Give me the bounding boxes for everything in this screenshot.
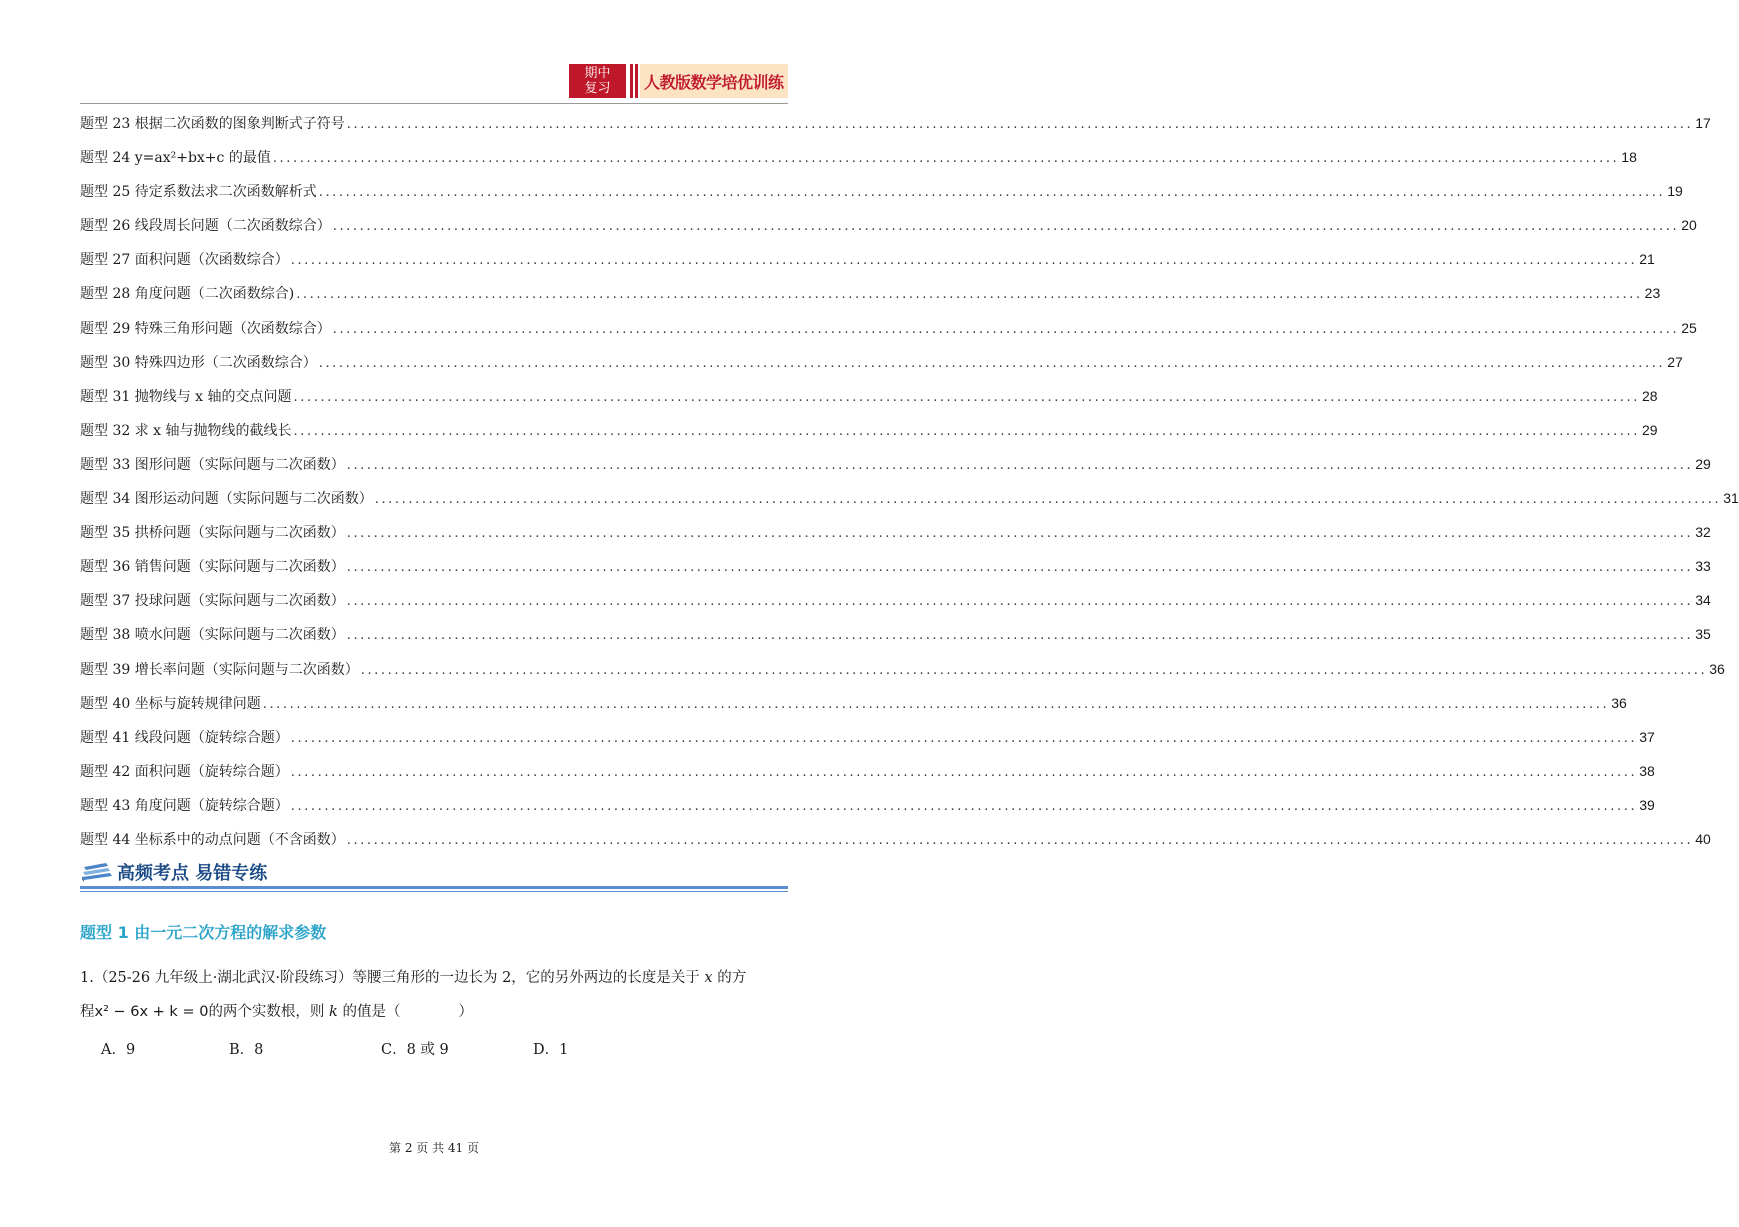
section-heading <box>80 857 788 893</box>
toc-page-number: 36 <box>1709 660 1725 677</box>
question-text-end: 的方 <box>712 970 747 986</box>
toc-entry[interactable] <box>80 555 1711 589</box>
toc-label: 题型 25 待定系数法求二次函数解析式 <box>80 184 317 201</box>
toc-page-number: 38 <box>1639 762 1655 779</box>
toc-label: 题型 40 坐标与旋转规律问题 <box>80 695 261 712</box>
toc-leader-dots: ........................................................................................................................................................................................................ <box>346 457 1694 473</box>
toc-label: 题型 29 特殊三角形问题（次函数综合） <box>80 320 331 337</box>
toc-label: 题型 36 销售问题（实际问题与二次函数） <box>80 559 345 576</box>
toc-page-number: 40 <box>1695 830 1711 847</box>
answer-choices <box>101 1038 701 1060</box>
toc-label: 题型 43 角度问题（旋转综合题） <box>80 797 289 814</box>
books-icon <box>80 861 114 883</box>
toc-label: 题型 24 y=ax²+bx+c 的最值 <box>80 150 271 167</box>
variable-x: x <box>704 970 713 986</box>
section-rule <box>80 886 788 889</box>
toc-label: 题型 44 坐标系中的动点问题（不含函数） <box>80 831 345 848</box>
choice-b[interactable]: B．8 <box>229 1042 264 1058</box>
toc-label: 题型 37 投球问题（实际问题与二次函数） <box>80 593 345 610</box>
toc-label: 题型 31 抛物线与 x 轴的交点问题 <box>80 388 292 405</box>
badge-bars <box>630 64 640 98</box>
toc-leader-dots: ........................................................................................................................................................................................................ <box>318 185 1666 201</box>
question-text: 1.（25-26 九年级上·湖北武汉·阶段练习）等腰三角形的一边长为 2，它的另外两边的长度是关于 <box>80 970 705 986</box>
toc-entry[interactable] <box>80 248 1655 282</box>
toc-page-number: 18 <box>1621 149 1637 166</box>
toc-entry[interactable] <box>80 146 1637 180</box>
section-title: 高频考点 易错专练 <box>117 863 268 884</box>
toc-page-number: 17 <box>1695 115 1711 131</box>
section-rule-thin <box>80 891 788 892</box>
toc-page-number: 34 <box>1695 592 1711 609</box>
toc-leader-dots: ........................................................................................................................................................................................................ <box>262 696 1610 712</box>
question-line-2 <box>80 1001 473 1023</box>
question-type-heading: 题型 1 由一元二次方程的解求参数 <box>80 923 327 942</box>
toc-page-number: 37 <box>1639 728 1655 745</box>
toc-label: 题型 42 面积问题（旋转综合题） <box>80 763 289 780</box>
toc-label: 题型 35 拱桥问题（实际问题与二次函数） <box>80 525 345 542</box>
toc-leader-dots: ........................................................................................................................................................................................................ <box>296 287 1643 303</box>
question-text-start: 程 <box>80 1004 95 1020</box>
toc-entry[interactable] <box>80 453 1711 487</box>
choice-c[interactable]: C．8 或 9 <box>381 1042 449 1058</box>
toc-entry[interactable] <box>80 589 1711 623</box>
toc-leader-dots: ........................................................................................................................................................................................................ <box>290 764 1638 780</box>
toc-leader-dots: ........................................................................................................................................................................................................ <box>290 798 1638 814</box>
toc-label: 题型 27 面积问题（次函数综合） <box>80 252 289 269</box>
question-line-1 <box>80 967 746 989</box>
toc-page-number: 29 <box>1695 455 1711 472</box>
toc-entry[interactable] <box>80 658 1725 692</box>
toc-leader-dots: ........................................................................................................................................................................................................ <box>346 628 1694 644</box>
toc-page-number: 21 <box>1639 251 1655 268</box>
badge-line2: 复习 <box>584 81 611 96</box>
toc-leader-dots: ........................................................................................................................................................................................................ <box>360 662 1708 678</box>
toc-page-number: 32 <box>1695 524 1711 541</box>
toc-leader-dots: ........................................................................................................................................................................................................ <box>346 526 1694 542</box>
toc-leader-dots: ........................................................................................................................................................................................................ <box>290 253 1638 269</box>
toc-leader-dots: ........................................................................................................................................................................................................ <box>290 730 1638 746</box>
question-text-mid: 的两个实数根，则 <box>208 1004 330 1020</box>
toc-label: 题型 39 增长率问题（实际问题与二次函数） <box>80 661 359 678</box>
toc-label: 题型 28 角度问题（二次函数综合) <box>80 286 295 303</box>
toc-page-number: 35 <box>1695 626 1711 643</box>
toc-entry[interactable] <box>80 214 1697 248</box>
toc-leader-dots: ........................................................................................................................................................................................................ <box>346 560 1694 576</box>
toc-entry[interactable] <box>80 623 1711 657</box>
toc-leader-dots: ........................................................................................................................................................................................................ <box>293 389 1640 405</box>
toc-entry[interactable] <box>80 521 1711 555</box>
toc-page-number: 36 <box>1611 694 1627 711</box>
toc-label: 题型 41 线段问题（旋转综合题） <box>80 729 289 746</box>
question-text-tail: 的值是（ ） <box>337 1004 473 1020</box>
toc-entry[interactable] <box>80 419 1658 453</box>
toc-label: 题型 23 根据二次函数的图象判断式子符号 <box>80 116 345 132</box>
toc-page-number: 31 <box>1723 490 1739 507</box>
toc-entry[interactable] <box>80 760 1655 794</box>
toc-page-number: 29 <box>1641 421 1658 438</box>
toc-page-number: 33 <box>1695 558 1711 575</box>
toc-entry[interactable] <box>80 692 1627 726</box>
toc-entry[interactable] <box>80 112 1711 146</box>
page-footer: 第 2 页 共 41 页 <box>389 1141 479 1155</box>
toc-leader-dots: ........................................................................................................................................................................................................ <box>346 832 1694 848</box>
choice-a[interactable]: A．9 <box>101 1042 136 1058</box>
toc-label: 题型 34 图形运动问题（实际问题与二次函数） <box>80 491 373 508</box>
equation: x² − 6x + k = 0 <box>94 1004 209 1020</box>
toc-page-number: 20 <box>1681 217 1697 234</box>
badge-tag <box>569 64 626 98</box>
toc-leader-dots: ........................................................................................................................................................................................................ <box>374 492 1722 508</box>
toc-entry[interactable] <box>80 180 1683 214</box>
toc-entry[interactable] <box>80 317 1697 351</box>
toc-page-number: 25 <box>1681 319 1697 336</box>
toc-leader-dots: ........................................................................................................................................................................................................ <box>293 423 1640 439</box>
toc-leader-dots: ........................................................................................................................................................................................................ <box>318 355 1666 371</box>
variable-k: k <box>329 1004 338 1020</box>
toc-label: 题型 26 线段周长问题（二次函数综合） <box>80 218 331 235</box>
header-rule <box>80 103 788 104</box>
toc-leader-dots: ........................................................................................................................................................................................................ <box>346 594 1694 610</box>
toc-page-number: 23 <box>1644 285 1661 302</box>
toc-page-number: 19 <box>1667 183 1683 200</box>
toc-entry[interactable] <box>80 282 1661 316</box>
toc-leader-dots: ........................................................................................................................................................................................................ <box>332 219 1680 235</box>
toc-label: 题型 38 喷水问题（实际问题与二次函数） <box>80 627 345 644</box>
toc-leader-dots: ........................................................................................................................................................................................................ <box>346 117 1694 132</box>
badge-line1: 期中 <box>584 66 611 81</box>
toc-leader-dots: ........................................................................................................................................................................................................ <box>272 151 1620 167</box>
toc-label: 题型 30 特殊四边形（二次函数综合） <box>80 354 317 371</box>
toc-label: 题型 32 求 x 轴与抛物线的截线长 <box>80 422 292 439</box>
table-of-contents <box>80 112 1739 862</box>
toc-leader-dots: ........................................................................................................................................................................................................ <box>332 321 1680 337</box>
toc-entry[interactable] <box>80 794 1655 828</box>
header-badge <box>569 64 788 98</box>
toc-entry[interactable] <box>80 726 1655 760</box>
toc-entry[interactable] <box>80 385 1658 419</box>
toc-page-number: 27 <box>1667 353 1683 370</box>
toc-page-number: 28 <box>1641 387 1658 404</box>
choice-d[interactable]: D．1 <box>533 1042 569 1058</box>
toc-label: 题型 33 图形问题（实际问题与二次函数） <box>80 456 345 473</box>
toc-entry[interactable] <box>80 487 1739 521</box>
toc-page-number: 39 <box>1639 796 1655 813</box>
badge-title: 人教版数学培优训练 <box>640 64 788 98</box>
toc-entry[interactable] <box>80 351 1683 385</box>
